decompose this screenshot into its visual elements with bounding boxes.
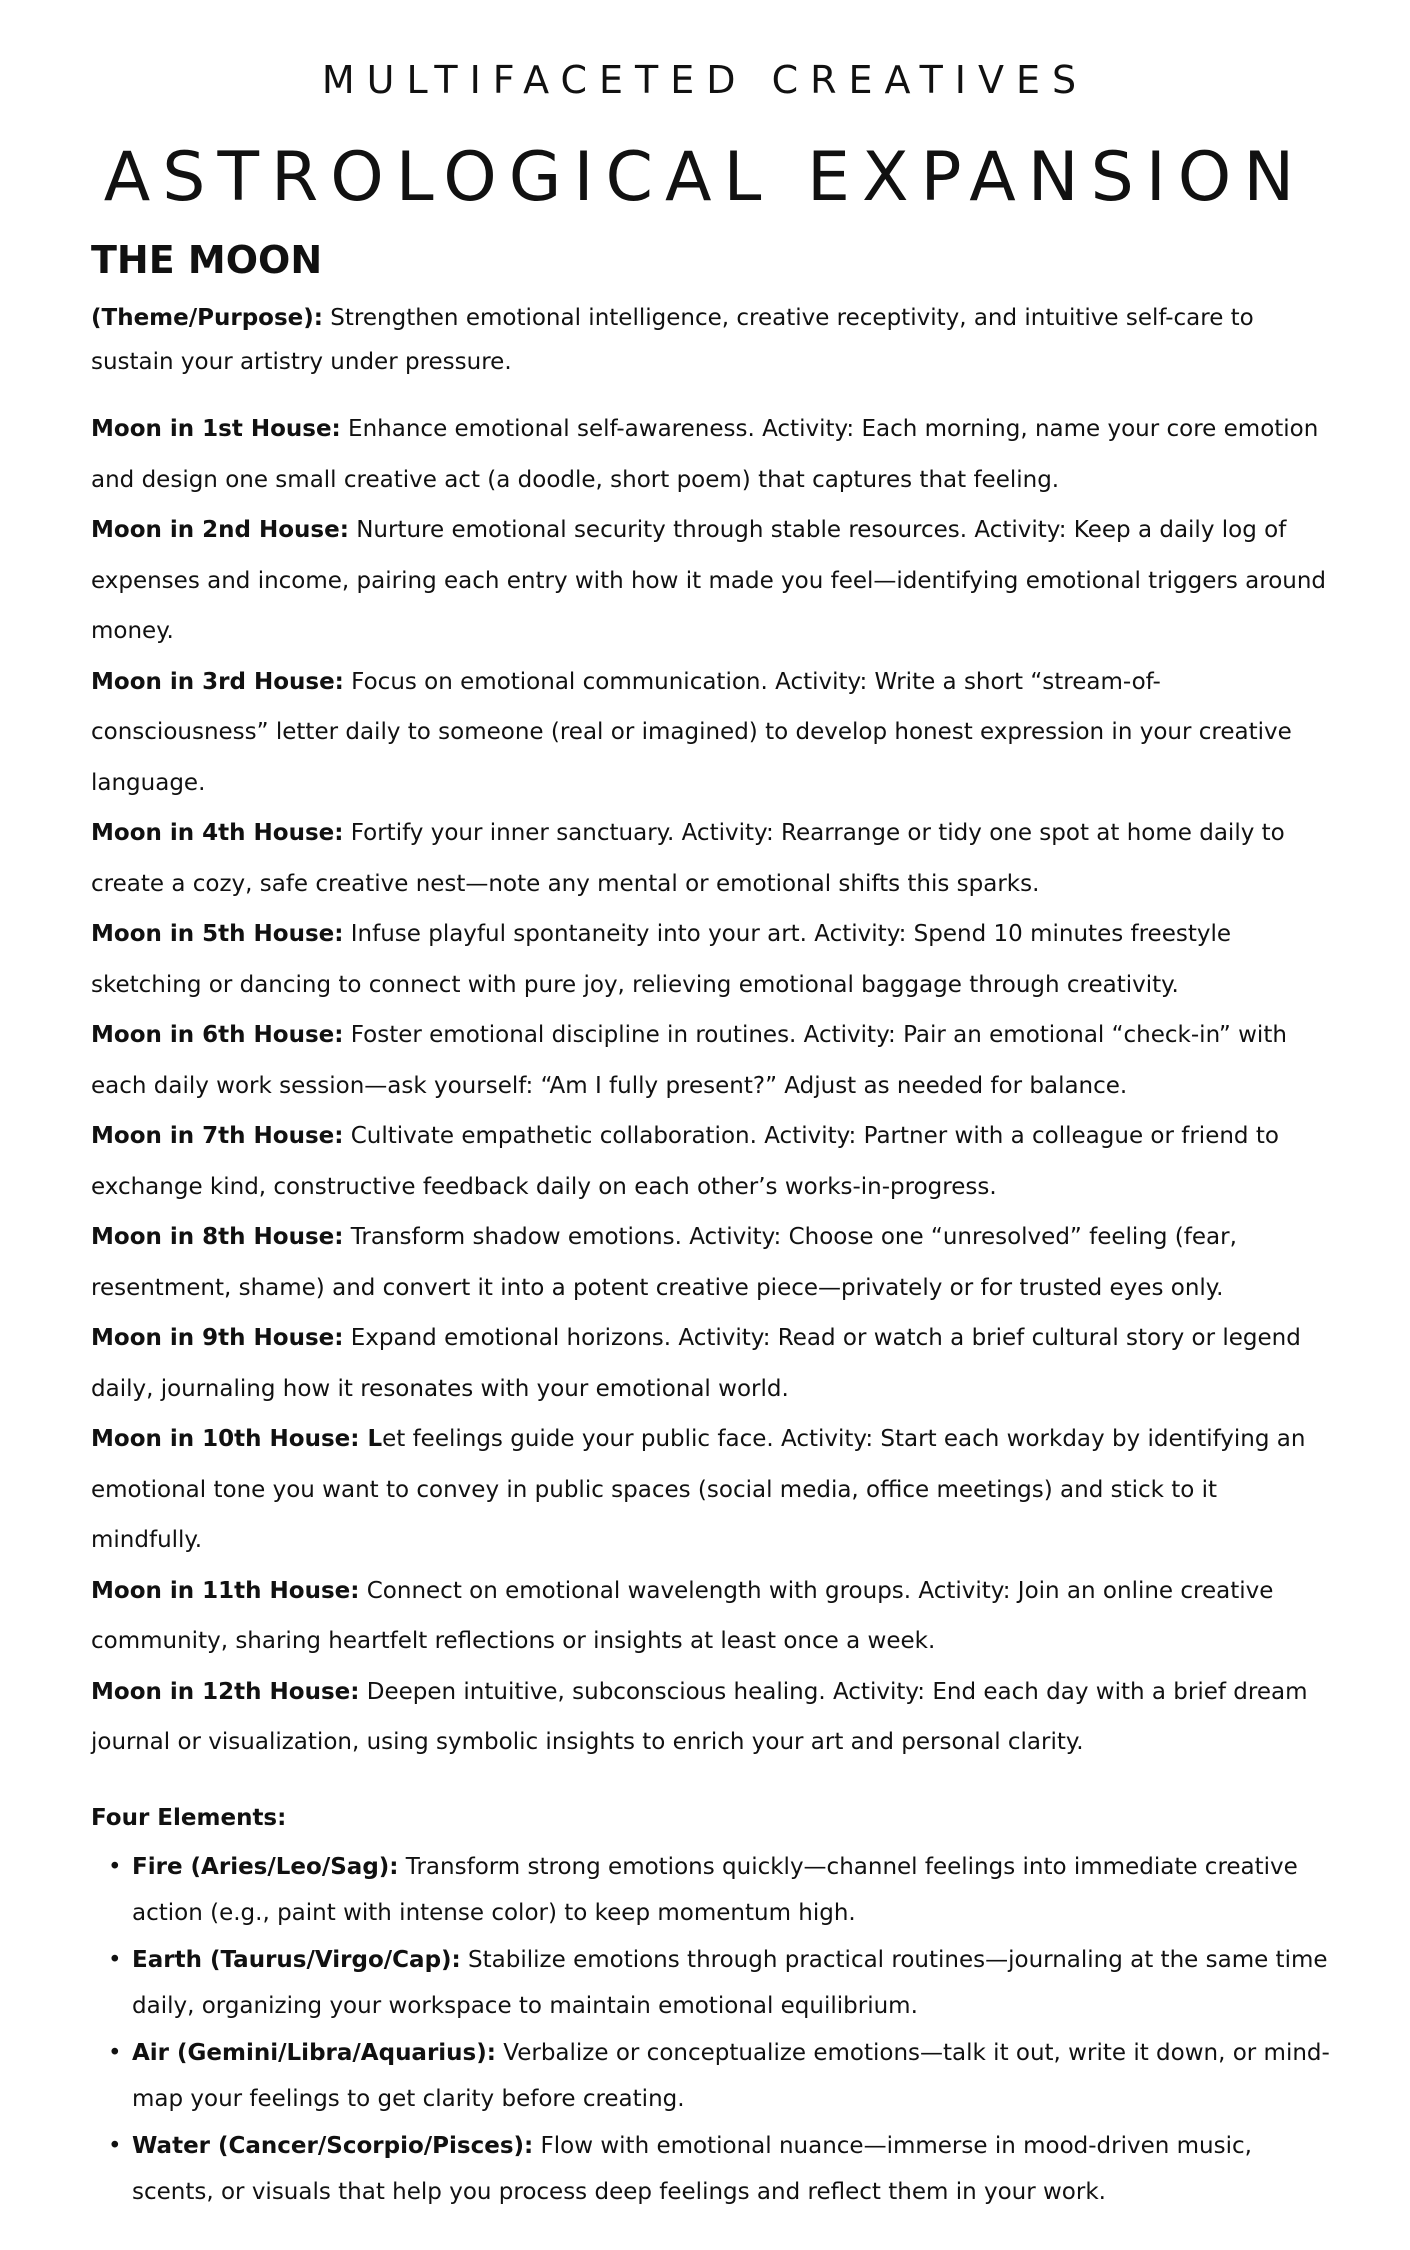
house-text: Cultivate empathetic collaboration. Activity: Partner with a colleague or friend to exchange kind, constructive feedback daily on each other’s works-in-progress.: [91, 1123, 1279, 1200]
house-label: Moon in 3rd House:: [91, 668, 344, 695]
theme-paragraph: [91, 296, 1331, 384]
house-text: et feelings guide your public face. Activity: Start each workday by identifying an emotional tone you want to convey in public spaces (social media, office meetings) and stick to it mindfully.: [91, 1426, 1306, 1553]
house-label: Moon in 11th House:: [91, 1577, 360, 1604]
bullet-icon: •: [108, 1946, 122, 1973]
bullet-icon: •: [108, 1853, 122, 1880]
document-body: [91, 238, 1331, 2216]
house-text: Foster emotional discipline in routines. Activity: Pair an emotional “check-in” with each daily work session—ask yourself: “Am I fully present?” Adjust as needed for balance.: [91, 1022, 1287, 1099]
house-paragraph: [91, 1010, 1331, 1111]
house-label: Moon in 1st House:: [91, 416, 341, 442]
element-label: Fire (Aries/Leo/Sag):: [132, 1853, 399, 1880]
element-item: [108, 2030, 1331, 2123]
house-paragraph: [91, 909, 1331, 1010]
house-paragraph: [91, 657, 1331, 809]
bullet-icon: •: [108, 2039, 122, 2066]
house-text: Nurture emotional security through stable resources. Activity: Keep a daily log of expenses and income, pairing each entry with how it made you feel—identifying emotional triggers around money.: [91, 517, 1327, 644]
house-label: Moon in 5th House:: [91, 921, 344, 947]
house-paragraph: [91, 1566, 1331, 1667]
section-title: THE MOON: [91, 238, 323, 282]
element-item: [108, 2123, 1331, 2216]
element-text: Verbalize or conceptualize emotions—talk it out, write it down, or mind-map your feelings to get clarity before creating.: [132, 2039, 1330, 2112]
element-text: Transform strong emotions quickly—channel feelings into immediate creative action (e.g., paint with intense color) to keep momentum high.: [132, 1853, 1298, 1926]
house-text: Fortify your inner sanctuary. Activity: Rearrange or tidy one spot at home daily to create a cozy, safe creative nest—note any mental or emotional shifts this sparks.: [91, 820, 1285, 897]
element-label: Water (Cancer/Scorpio/Pisces):: [132, 2132, 534, 2159]
element-item: [108, 1844, 1331, 1937]
house-label: Moon in 12th House:: [91, 1678, 360, 1705]
house-text: Infuse playful spontaneity into your art. Activity: Spend 10 minutes freestyle sketching or dancing to connect with pure joy, relieving emotional baggage through creativity.: [91, 921, 1232, 998]
theme-text: Strengthen emotional intelligence, creative receptivity, and intuitive self-care to sustain your artistry under pressure.: [91, 305, 1254, 375]
element-label: Air (Gemini/Libra/Aquarius):: [132, 2039, 496, 2066]
house-text: Deepen intuitive, subconscious healing. Activity: End each day with a brief dream journal or visualization, using symbolic insights to enrich your art and personal clarity.: [91, 1678, 1308, 1755]
element-item: [108, 1937, 1331, 2030]
element-text: Flow with emotional nuance—immerse in mood-driven music, scents, or visuals that help you process deep feelings and reflect them in your work.: [132, 2132, 1252, 2205]
house-label: Moon in 7th House:: [91, 1123, 344, 1149]
house-label: Moon in 9th House:: [91, 1325, 344, 1351]
house-paragraph: [91, 1667, 1331, 1768]
house-paragraph: [91, 404, 1331, 505]
house-text: Transform shadow emotions. Activity: Choose one “unresolved” feeling (fear, resentment, shame) and convert it into a potent creative piece—privately or for trusted eyes only.: [91, 1224, 1237, 1301]
house-paragraph: [91, 1414, 1331, 1566]
house-paragraph: [91, 1313, 1331, 1414]
house-text: Enhance emotional self-awareness. Activity: Each morning, name your core emotion and design one small creative act (a doodle, short poem) that captures that feeling.: [91, 416, 1319, 493]
house-label: Moon in 6th House:: [91, 1022, 344, 1048]
theme-label: (Theme/Purpose):: [91, 305, 323, 331]
house-label: Moon in 8th House:: [91, 1224, 344, 1250]
house-text: Connect on emotional wavelength with groups. Activity: Join an online creative community, sharing heartfelt reflections or insights at least once a week.: [91, 1577, 1274, 1654]
elements-heading: Four Elements:: [91, 1804, 287, 1831]
element-label: Earth (Taurus/Virgo/Cap):: [132, 1946, 461, 1973]
page-title: ASTROLOGICAL EXPANSION: [103, 138, 1307, 217]
house-label: Moon in 4th House:: [91, 820, 344, 846]
house-paragraph: [91, 505, 1331, 657]
bullet-icon: •: [108, 2132, 122, 2159]
house-paragraph: [91, 808, 1331, 909]
element-text: Stabilize emotions through practical routines—journaling at the same time daily, organizing your workspace to maintain emotional equilibrium.: [132, 1946, 1328, 2019]
house-text: Expand emotional horizons. Activity: Read or watch a brief cultural story or legend daily, journaling how it resonates with your emotional world.: [91, 1325, 1301, 1402]
house-label: Moon in 10th House: L: [91, 1426, 383, 1452]
brand-heading: MULTIFACETED CREATIVES: [321, 58, 1089, 102]
elements-list: [91, 1844, 1331, 2216]
house-paragraph: [91, 1111, 1331, 1212]
house-label: Moon in 2nd House:: [91, 517, 349, 543]
house-text: Focus on emotional communication. Activity: Write a short “stream-of-consciousness” letter daily to someone (real or imagined) to develop honest expression in your creative language.: [91, 668, 1292, 796]
house-paragraph: [91, 1212, 1331, 1313]
